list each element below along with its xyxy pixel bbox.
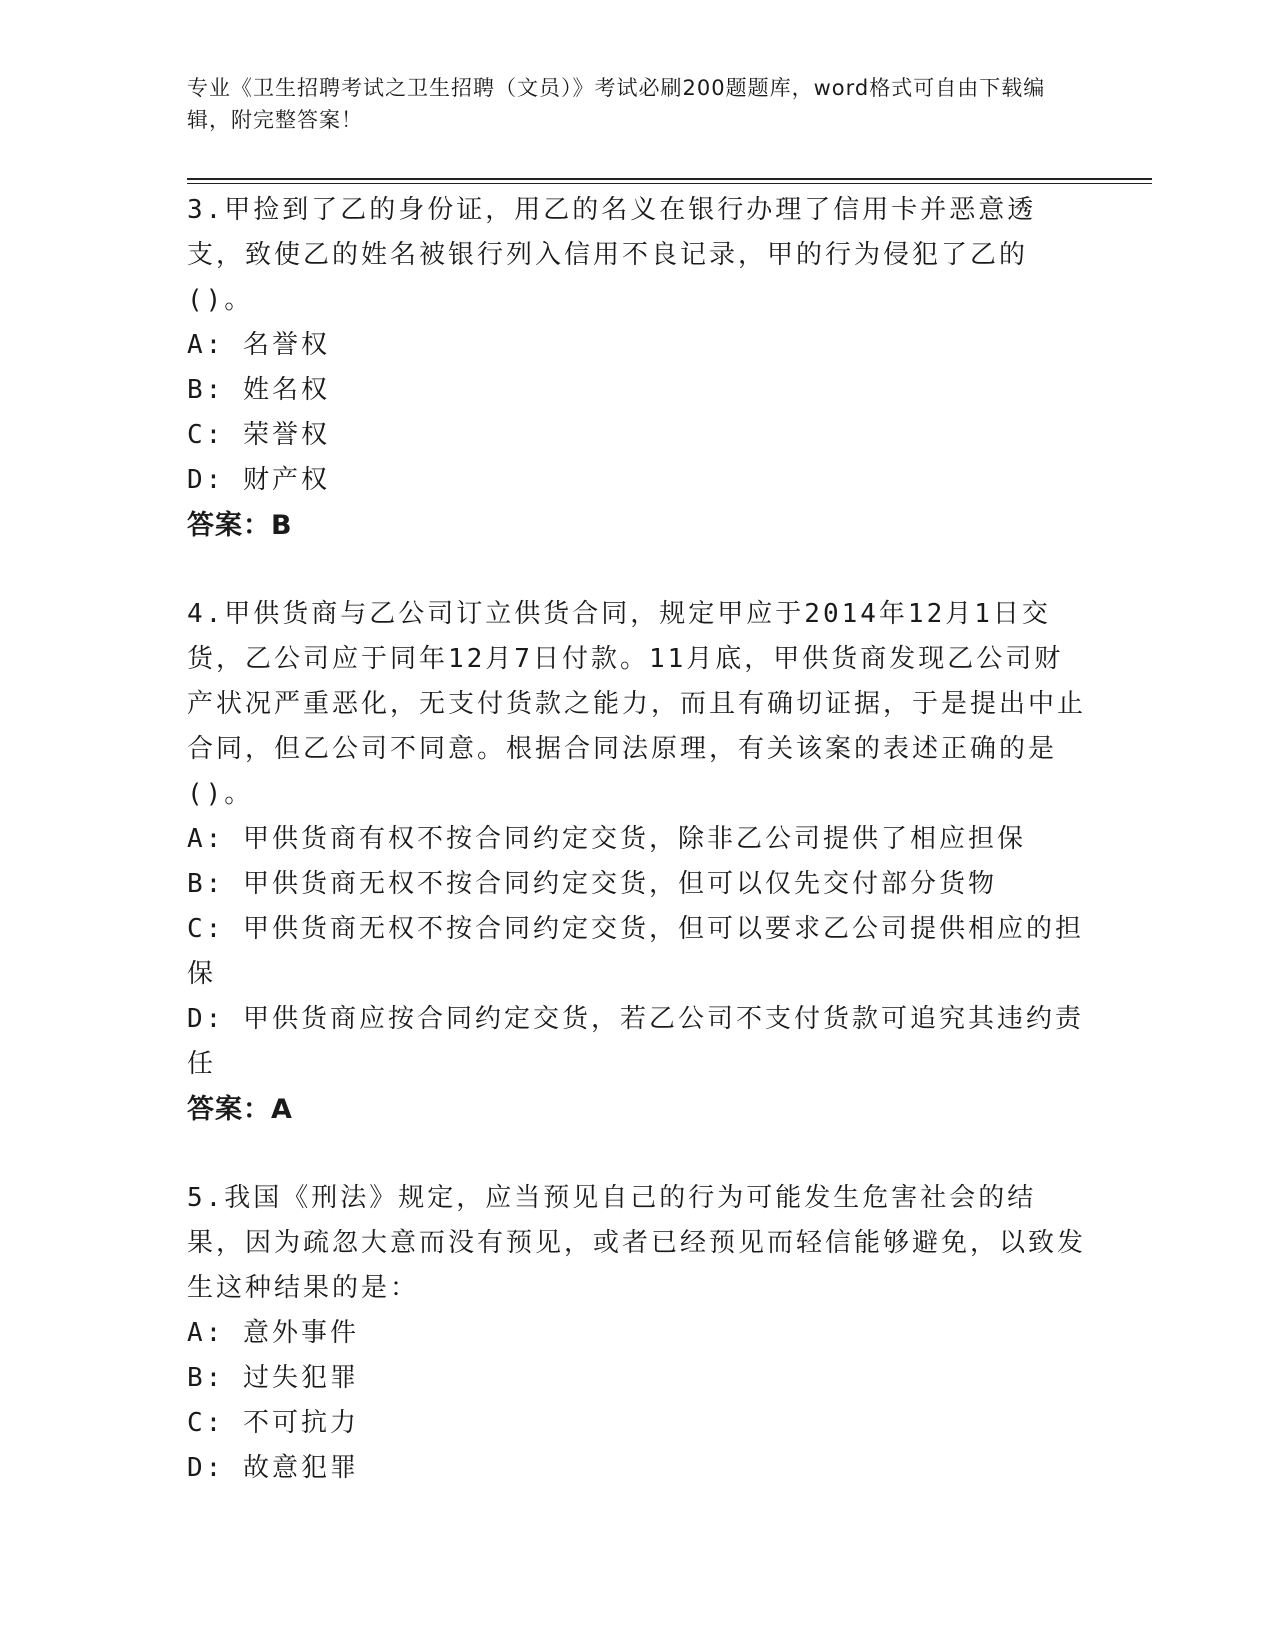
header-rule-thin [187,183,1152,184]
question-3 [187,188,1087,548]
question-stem: 4.甲供货商与乙公司订立供货合同，规定甲应于2014年12月1日交货，乙公司应于同年12月7日付款。11月底，甲供货商发现乙公司财产状况严重恶化，无支付货款之能力，而且有确切证据，于是提出中止合同，但乙公司不同意。根据合同法原理，有关该案的表述正确的是()。 [187,599,1087,809]
question-stem: 5.我国《刑法》规定，应当预见自己的行为可能发生危害社会的结果，因为疏忽大意而没有预见，或者已经预见而轻信能够避免，以致发生这种结果的是： [187,1183,1087,1303]
option-a: A: 甲供货商有权不按合同约定交货，除非乙公司提供了相应担保 [187,824,1026,854]
question-stem: 3.甲捡到了乙的身份证，用乙的名义在银行办理了信用卡并恶意透支，致使乙的姓名被银行列入信用不良记录，甲的行为侵犯了乙的()。 [187,195,1037,315]
option-c: C: 甲供货商无权不按合同约定交货，但可以要求乙公司提供相应的担保 [187,914,1084,989]
answer: 答案：A [187,1094,293,1125]
question-list [187,188,1087,1535]
option-b: B: 姓名权 [187,375,330,405]
document-header: 专业《卫生招聘考试之卫生招聘（文员）》考试必刷200题题库，word格式可自由下载编辑，附完整答案！ [187,76,1046,132]
answer: 答案：B [187,510,293,541]
option-d: D: 财产权 [187,465,330,495]
option-b: B: 过失犯罪 [187,1363,359,1393]
question-5 [187,1176,1087,1491]
option-c: C: 荣誉权 [187,420,330,450]
option-a: A: 意外事件 [187,1318,359,1348]
option-c: C: 不可抗力 [187,1408,359,1438]
option-d: D: 故意犯罪 [187,1453,359,1483]
option-d: D: 甲供货商应按合同约定交货，若乙公司不支付货款可追究其违约责任 [187,1004,1084,1079]
header-rule-thick [187,178,1152,180]
question-4 [187,592,1087,1132]
option-b: B: 甲供货商无权不按合同约定交货，但可以仅先交付部分货物 [187,869,997,899]
option-a: A: 名誉权 [187,330,330,360]
